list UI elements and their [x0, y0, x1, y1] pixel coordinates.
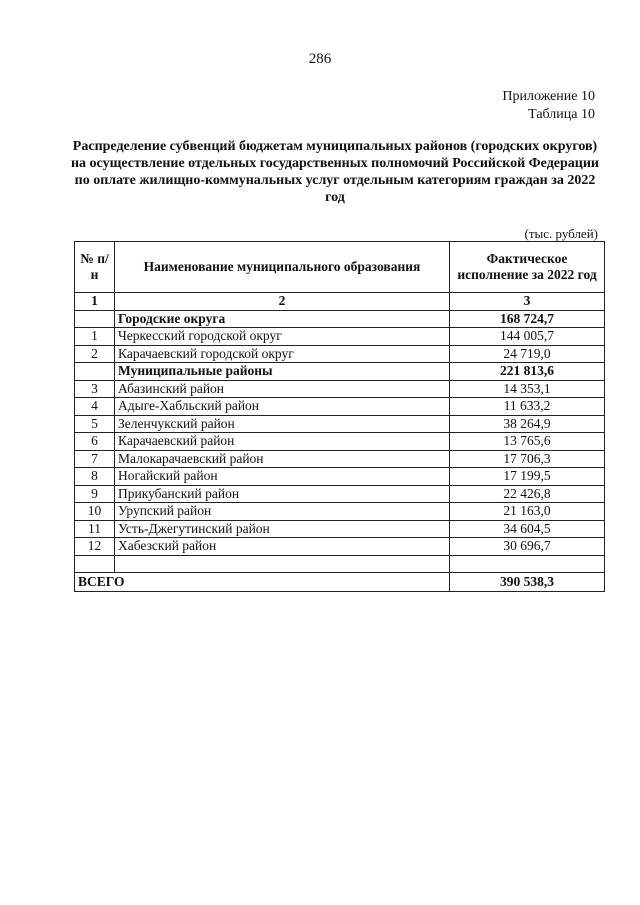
row-name: Урупский район	[115, 503, 450, 521]
row-value: 17 706,3	[450, 450, 605, 468]
column-number-row	[75, 293, 605, 311]
column-number-3: 3	[450, 293, 605, 311]
row-number: 1	[75, 328, 115, 346]
row-value: 21 163,0	[450, 503, 605, 521]
row-name: Хабезский район	[115, 538, 450, 556]
column-number-1: 1	[75, 293, 115, 311]
row-value: 38 264,9	[450, 415, 605, 433]
row-value: 30 696,7	[450, 538, 605, 556]
row-number: 10	[75, 503, 115, 521]
row-name: Абазинский район	[115, 380, 450, 398]
row-number: 3	[75, 380, 115, 398]
document-title: Распределение субвенций бюджетам муниципальных районов (городских округов) на осуществление отдельных государственных полномочий Российской Федерации по оплате жилищно-коммунальных услуг отдельным категориям граждан за 2022 год	[70, 139, 599, 205]
group-row	[75, 310, 605, 328]
column-number-2: 2	[115, 293, 450, 311]
empty-cell	[450, 555, 605, 573]
header-name: Наименование муниципального образования	[115, 242, 450, 293]
row-value: 34 604,5	[450, 520, 605, 538]
table-row	[75, 328, 605, 346]
row-number: 5	[75, 415, 115, 433]
header-value: Фактическое исполнение за 2022 год	[450, 242, 605, 293]
group-label: Муниципальные районы	[115, 363, 450, 381]
row-number: 6	[75, 433, 115, 451]
table-row	[75, 468, 605, 486]
row-name: Малокарачаевский район	[115, 450, 450, 468]
subvention-table	[74, 241, 605, 592]
row-value: 144 005,7	[450, 328, 605, 346]
row-number: 7	[75, 450, 115, 468]
row-number: 11	[75, 520, 115, 538]
row-name: Усть-Джегутинский район	[115, 520, 450, 538]
row-name: Прикубанский район	[115, 485, 450, 503]
appendix-label-block	[502, 88, 595, 124]
row-number: 2	[75, 345, 115, 363]
row-number: 9	[75, 485, 115, 503]
group-total: 221 813,6	[450, 363, 605, 381]
total-value: 390 538,3	[450, 573, 605, 592]
total-label: ВСЕГО	[75, 573, 450, 592]
row-value: 14 353,1	[450, 380, 605, 398]
group-row	[75, 363, 605, 381]
row-name: Карачаевский район	[115, 433, 450, 451]
table-row	[75, 503, 605, 521]
row-value: 13 765,6	[450, 433, 605, 451]
row-name: Зеленчукский район	[115, 415, 450, 433]
empty-cell	[115, 555, 450, 573]
row-value: 17 199,5	[450, 468, 605, 486]
table-row	[75, 538, 605, 556]
group-number-cell	[75, 310, 115, 328]
row-number: 8	[75, 468, 115, 486]
row-number: 4	[75, 398, 115, 416]
empty-cell	[75, 555, 115, 573]
table-row	[75, 485, 605, 503]
total-row	[75, 573, 605, 592]
table-row	[75, 415, 605, 433]
empty-row	[75, 555, 605, 573]
units-label: (тыс. рублей)	[524, 226, 598, 241]
row-value: 11 633,2	[450, 398, 605, 416]
table-row	[75, 433, 605, 451]
appendix-label: Приложение 10	[502, 89, 595, 104]
table-row	[75, 520, 605, 538]
row-name: Ногайский район	[115, 468, 450, 486]
group-label: Городские округа	[115, 310, 450, 328]
table-header-row	[75, 242, 605, 293]
row-value: 22 426,8	[450, 485, 605, 503]
header-number: № п/н	[75, 242, 115, 293]
row-name: Адыге-Хабльский район	[115, 398, 450, 416]
table-row	[75, 345, 605, 363]
row-name: Черкесский городской округ	[115, 328, 450, 346]
table-label: Таблица 10	[528, 107, 595, 122]
group-total: 168 724,7	[450, 310, 605, 328]
row-name: Карачаевский городской округ	[115, 345, 450, 363]
table-row	[75, 380, 605, 398]
row-value: 24 719,0	[450, 345, 605, 363]
page-number: 286	[308, 51, 332, 67]
table-row	[75, 398, 605, 416]
table-row	[75, 450, 605, 468]
group-number-cell	[75, 363, 115, 381]
row-number: 12	[75, 538, 115, 556]
